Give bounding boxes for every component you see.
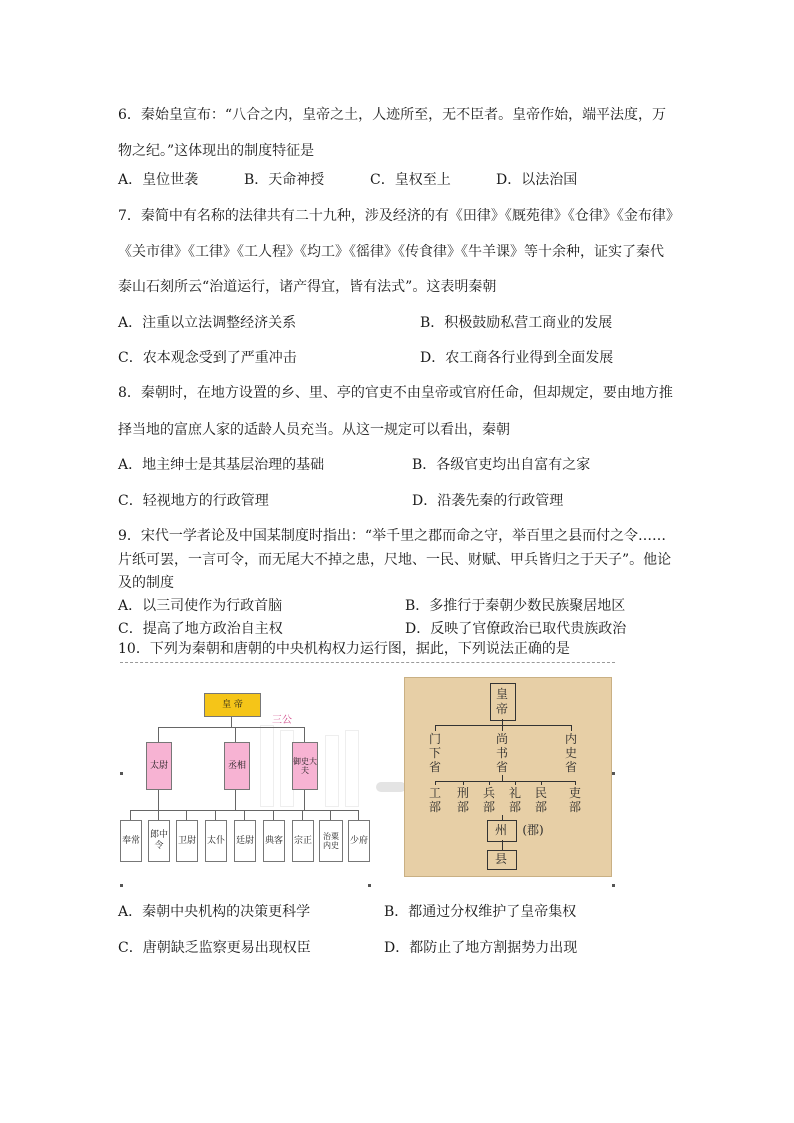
connector [304,788,305,810]
tang-sansheng-char: 内 [564,732,577,746]
tang-sansheng-char: 书 [495,746,508,760]
q6-stem-line2: 物之纪。”这体现出的制度特征是 [118,143,315,159]
connector [304,727,305,742]
q6-option-a: A．皇位世袭 [118,172,199,188]
tang-sansheng-char: 省 [564,760,577,774]
q9-option-b: B．多推行于秦朝少数民族聚居地区 [405,598,626,614]
q8-option-d: D．沿袭先秦的行政管理 [412,493,564,509]
q7-option-b: B．积极鼓励私营工商业的发展 [420,315,613,331]
connector [463,781,464,785]
tang-ministry-char: 民 [534,786,547,800]
connector [158,727,159,742]
tang-emperor-char: 皇 [495,687,508,701]
faint-bar [345,730,359,807]
image-resize-handle[interactable] [368,884,371,887]
qin-sangong-box: 御史大夫 [292,742,318,790]
connector [158,810,159,820]
tang-central-govt-diagram [404,677,612,877]
q7-stem-line3: 泰山石刻所云“治道运行，诸产得宜，皆有法式”。这表明秦朝 [118,279,497,295]
tang-ministry-char: 刑 [456,786,469,800]
tang-ministry-char: 部 [482,800,495,814]
tang-sansheng-char: 尚 [495,732,508,746]
q8-option-b: B．各级官吏均出自富有之家 [412,457,591,473]
tang-sansheng-char: 省 [428,760,441,774]
image-resize-handle[interactable] [612,884,615,887]
tang-ministry-char: 工 [428,786,441,800]
tang-sansheng-char: 史 [564,746,577,760]
qin-jiuqing-box: 宗正 [292,820,314,862]
sangong-label: 三公 [272,715,292,726]
q7-option-d: D．农工商各行业得到全面发展 [420,350,614,366]
tang-ministry-char: 部 [568,800,581,814]
connector [231,717,232,727]
q8-option-c: C．轻视地方的行政管理 [118,493,269,509]
figure-frame-top [120,662,615,663]
tang-ministry-char: 部 [508,800,521,814]
faint-bar [325,735,339,807]
connector [435,781,436,785]
qin-jiuqing-box: 太仆 [205,820,227,862]
tang-sansheng-char: 省 [495,760,508,774]
tang-zhou-label: 州 [494,823,507,837]
q8-option-a: A．地主绅士是其基层治理的基础 [118,457,325,473]
qin-jiuqing-box: 典客 [263,820,285,862]
q7-stem-line2: 《关市律》《工律》《工人程》《均工》《徭律》《传食律》《牛羊课》等十余种，证实了秦代 [118,244,664,260]
q9-stem-line2: 片纸可罢，一言可令，而无尾大不掉之患，尺地、一民、财赋、甲兵皆归之于天子”。他论 [118,552,672,568]
qin-jiuqing-box: 治粟内史 [319,820,343,862]
connector [273,810,274,820]
q10-option-c: C．唐朝缺乏监察更易出现权臣 [118,940,311,956]
image-resize-handle[interactable] [612,772,615,775]
tang-emperor-char: 帝 [495,702,508,716]
q8-stem-line1: 8．秦朝时，在地方设置的乡、里、亭的官吏不由皇帝或官府任命，但却规定，要由地方推 [118,385,673,401]
connector [489,781,490,785]
q8-stem-line2: 择当地的富庶人家的适龄人员充当。从这一规定可以看出，秦朝 [118,422,510,438]
image-resize-handle[interactable] [120,884,123,887]
tang-ministry-char: 部 [428,800,441,814]
connector [130,810,131,820]
q6-option-d: D．以法治国 [496,172,578,188]
q7-option-a: A．注重以立法调整经济关系 [118,315,297,331]
connector [435,725,571,726]
connector [186,810,187,820]
connector [158,727,304,728]
connector [502,725,503,731]
connector [435,781,575,782]
connector [571,725,572,731]
q6-option-c: C．皇权至上 [370,172,451,188]
qin-central-govt-diagram [120,675,370,875]
q9-option-d: D．反映了官僚政治已取代贵族政治 [405,621,627,637]
q7-option-c: C．农本观念受到了严重冲击 [118,350,297,366]
connector [515,781,516,785]
connector [575,781,576,785]
q9-option-a: A．以三司使作为行政首脑 [118,598,283,614]
tang-xian-label: 县 [494,852,507,866]
connector [235,727,236,742]
qin-sangong-box: 丞相 [224,742,250,790]
connector [235,788,236,810]
tang-sansheng-char: 门 [428,732,441,746]
connector [502,840,503,850]
connector [435,725,436,731]
qin-jiuqing-box: 奉常 [120,820,142,862]
qin-jiuqing-box: 廷尉 [234,820,256,862]
qin-sangong-box: 太尉 [146,742,172,790]
image-resize-handle[interactable] [120,772,123,775]
q9-stem-line3: 及的制度 [118,575,174,591]
connector [215,810,216,820]
q10-option-b: B．都通过分权维护了皇帝集权 [384,904,577,920]
tang-ministry-char: 礼 [508,786,521,800]
connector [244,810,245,820]
connector [302,810,303,820]
q10-option-a: A．秦朝中央机构的决策更科学 [118,904,311,920]
qin-jiuqing-box: 郎中令 [148,820,170,862]
tang-jun-label: (郡) [522,823,544,837]
q10-option-d: D．都防止了地方割据势力出现 [384,940,578,956]
q6-option-b: B．天命神授 [244,172,325,188]
faint-bar [260,725,274,807]
tang-ministry-char: 兵 [482,786,495,800]
q9-stem-line1: 9．宋代一学者论及中国某制度时指出：“举千里之郡而命之守，举百里之县而付之令…… [118,528,667,544]
tang-ministry-char: 部 [456,800,469,814]
q9-option-c: C．提高了地方政治自主权 [118,621,283,637]
connector [330,810,331,820]
blurred-mark [376,782,406,792]
qin-jiuqing-box: 卫尉 [176,820,198,862]
qin-jiuqing-box: 少府 [348,820,370,862]
q6-stem-line1: 6．秦始皇宣布：“八合之内，皇帝之土，人迹所至，无不臣者。皇帝作始，端平法度，万 [118,107,667,123]
connector [158,788,159,810]
tang-ministry-char: 部 [534,800,547,814]
q10-stem-line1: 10．下列为秦朝和唐朝的中央机构权力运行图，据此，下列说法正确的是 [118,641,570,657]
tang-sansheng-char: 下 [428,746,441,760]
connector [358,810,359,820]
connector [541,781,542,785]
tang-ministry-char: 吏 [568,786,581,800]
qin-emperor-box: 皇 帝 [204,693,261,717]
q7-stem-line1: 7．秦简中有名称的法律共有二十九种，涉及经济的有《田律》《厩苑律》《仓律》《金布律》 [118,208,680,224]
